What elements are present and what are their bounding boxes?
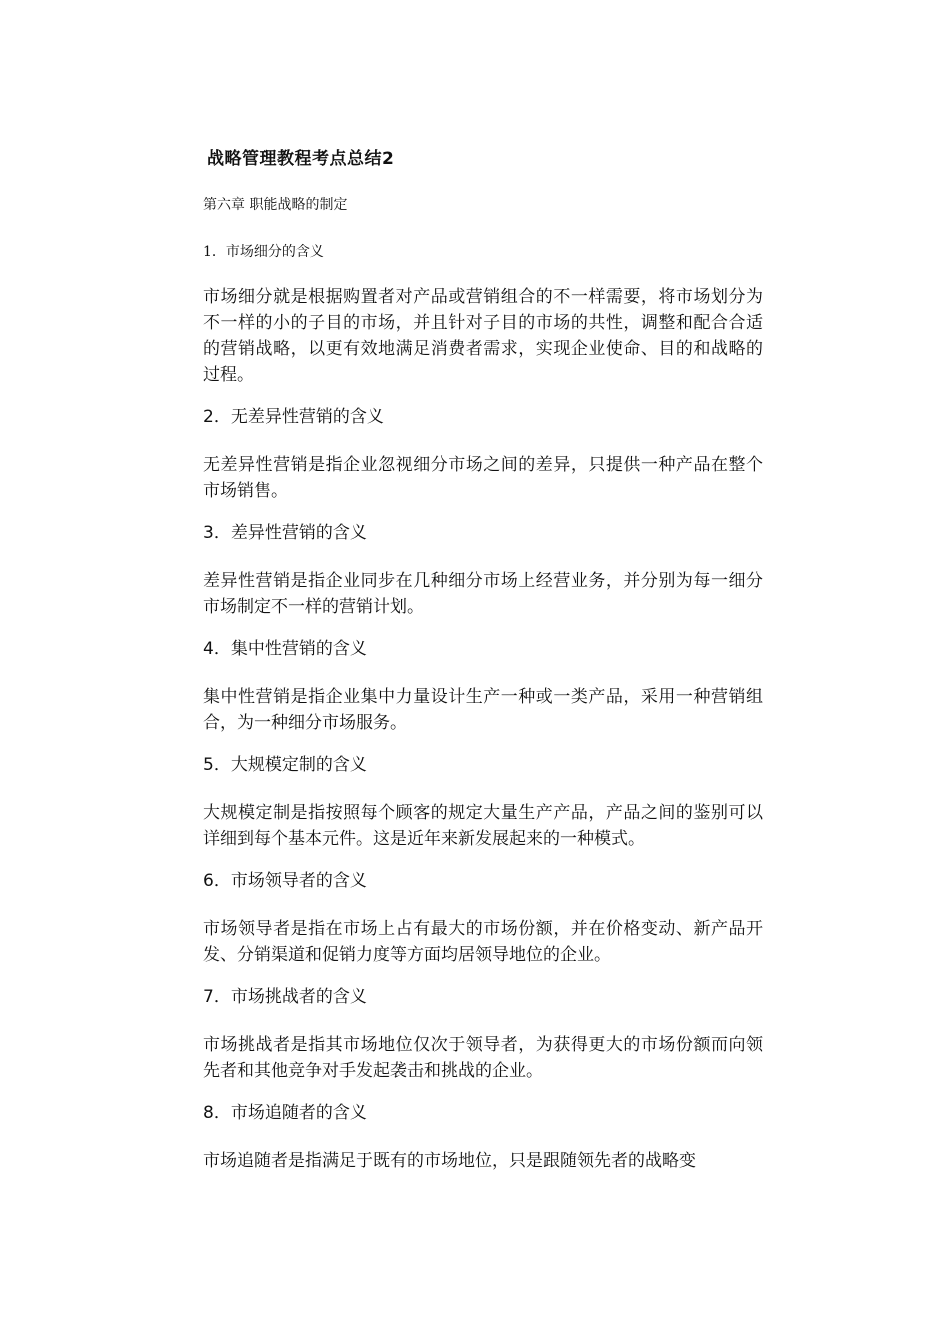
chapter-heading: 第六章 职能战略的制定 <box>203 197 348 213</box>
section-heading-text: ．无差异性营销的含义 <box>213 407 384 427</box>
section-number: 8 <box>203 1103 214 1123</box>
section-6 <box>203 868 763 968</box>
section-8 <box>203 1100 763 1174</box>
section-heading-text: ．市场挑战者的含义 <box>213 987 367 1007</box>
section-heading-2 <box>203 404 763 430</box>
section-body-2: 无差异性营销是指企业忽视细分市场之间的差异，只提供一种产品在整个市场销售。 <box>203 455 763 501</box>
section-number: 3 <box>203 523 214 543</box>
section-3 <box>203 520 763 620</box>
section-heading-3 <box>203 520 763 546</box>
section-heading-4 <box>203 636 763 662</box>
section-heading-6 <box>203 868 763 894</box>
section-body-1: 市场细分就是根据购置者对产品或营销组合的不一样需要，将市场划分为不一样的小的子目的市场，并且针对子目的市场的共性，调整和配合合适的营销战略，以更有效地满足消费者需求，实现企业使命、目的和战略的过程。 <box>203 287 763 385</box>
section-body-4: 集中性营销是指企业集中力量设计生产一种或一类产品，采用一种营销组合，为一种细分市场服务。 <box>203 687 763 733</box>
section-heading-text: ．市场领导者的含义 <box>213 871 367 891</box>
section-heading-1: 1．市场细分的含义 <box>203 244 324 260</box>
section-number: 2 <box>203 407 214 427</box>
section-heading-5 <box>203 752 763 778</box>
section-body-5: 大规模定制是指按照每个顾客的规定大量生产产品，产品之间的鉴别可以详细到每个基本元件。这是近年来新发展起来的一种模式。 <box>203 803 763 849</box>
document-title: 战略管理教程考点总结2 <box>207 149 395 169</box>
section-heading-text: ．集中性营销的含义 <box>213 639 367 659</box>
section-heading-7 <box>203 984 763 1010</box>
section-heading-text: ．市场追随者的含义 <box>213 1103 367 1123</box>
section-heading-text: ．大规模定制的含义 <box>213 755 367 775</box>
section-body-8: 市场追随者是指满足于既有的市场地位，只是跟随领先者的战略变 <box>203 1151 696 1171</box>
section-heading-8 <box>203 1100 763 1126</box>
section-body-6: 市场领导者是指在市场上占有最大的市场份额，并在价格变动、新产品开发、分销渠道和促销力度等方面均居领导地位的企业。 <box>203 919 763 965</box>
section-body-7: 市场挑战者是指其市场地位仅次于领导者，为获得更大的市场份额而向领先者和其他竞争对手发起袭击和挑战的企业。 <box>203 1035 763 1081</box>
document-body <box>203 284 763 1190</box>
section-2 <box>203 404 763 504</box>
section-heading-text: ．差异性营销的含义 <box>213 523 367 543</box>
section-7 <box>203 984 763 1084</box>
section-4 <box>203 636 763 736</box>
section-number: 6 <box>203 871 214 891</box>
section-body-3: 差异性营销是指企业同步在几种细分市场上经营业务，并分别为每一细分市场制定不一样的营销计划。 <box>203 571 763 617</box>
section-number: 4 <box>203 639 214 659</box>
section-number: 7 <box>203 987 214 1007</box>
section-number: 5 <box>203 755 214 775</box>
section-5 <box>203 752 763 852</box>
